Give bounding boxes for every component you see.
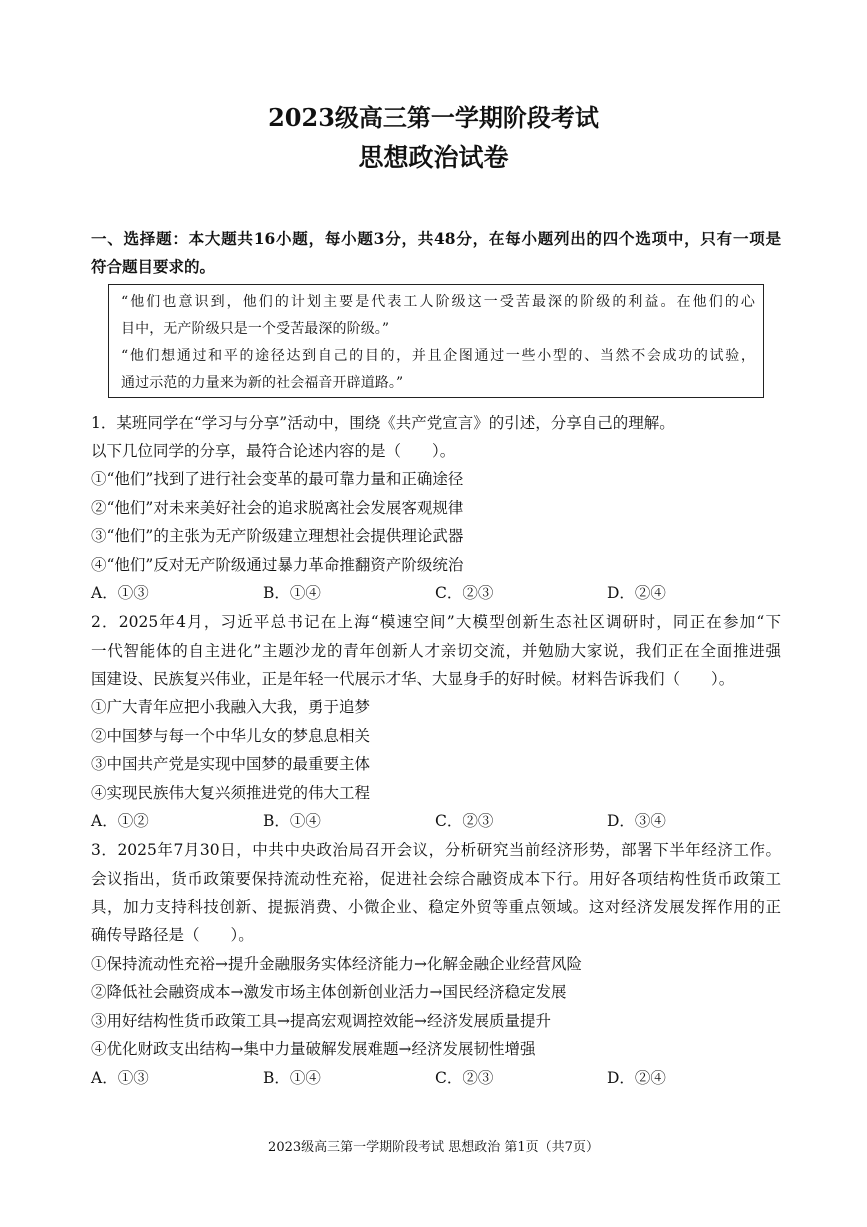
q2-option-b[interactable]: B．①④ — [263, 812, 321, 830]
q3-stem-line1: 3．2025年7月30日，中共中央政治局召开会议，分析研究当前经济形势，部署下半年经济工作。 — [91, 841, 781, 859]
quote-p1-line1: “他们也意识到，他们的计划主要是代表工人阶级这一受苦最深的阶级的利益。在他们的心 — [121, 294, 755, 310]
q2-stem-line1: 2．2025年4月，习近平总书记在上海“模速空间”大模型创新生态社区调研时，同正在参加“下 — [91, 613, 781, 631]
section-heading-line1: 一、选择题：本大题共16小题，每小题3分，共48分，在每小题列出的四个选项中，只有一项是 — [91, 229, 781, 248]
quote-box — [108, 284, 764, 398]
q3-option-a[interactable]: A．①③ — [91, 1069, 149, 1087]
quote-p1-line2: 目中，无产阶级只是一个受苦最深的阶级。” — [121, 321, 390, 337]
q3-item-3: ③用好结构性货币政策工具→提高宏观调控效能→经济发展质量提升 — [91, 1012, 551, 1030]
q3-item-1: ①保持流动性充裕→提升金融服务实体经济能力→化解金融企业经营风险 — [91, 955, 582, 973]
page-footer: 2023级高三第一学期阶段考试 思想政治 第1页（共7页） — [268, 1140, 599, 1155]
section-heading — [91, 225, 781, 281]
q3-option-d[interactable]: D．②④ — [607, 1069, 666, 1087]
q3-option-b[interactable]: B．①④ — [263, 1069, 321, 1087]
q1-option-c[interactable]: C．②③ — [435, 584, 494, 602]
q2-item-3: ③中国共产党是实现中国梦的最重要主体 — [91, 755, 371, 773]
q1-stem-line2: 以下几位同学的分享，最符合论述内容的是（ ）。 — [91, 442, 456, 460]
q1-option-b[interactable]: B．①④ — [263, 584, 321, 602]
q2-option-c[interactable]: C．②③ — [435, 812, 494, 830]
q1-option-d[interactable]: D．②④ — [607, 584, 666, 602]
q2-stem-line3: 国建设、民族复兴伟业，正是年轻一代展示才华、大显身手的好时候。材料告诉我们（ ）。 — [91, 670, 735, 688]
q1-option-a[interactable]: A．①③ — [91, 584, 149, 602]
q1-stem-line1: 1．某班同学在“学习与分享”活动中，围绕《共产党宣言》的引述，分享自己的理解。 — [91, 414, 675, 432]
q3-stem-line4: 确传导路径是（ ）。 — [91, 926, 254, 944]
q2-stem-line2: 一代智能体的自主进化”主题沙龙的青年创新人才亲切交流，并勉励大家说，我们正在全面推进强 — [91, 642, 781, 660]
q3-item-2: ②降低社会融资成本→激发市场主体创新创业活力→国民经济稳定发展 — [91, 983, 567, 1001]
q1-item-2: ②“他们”对未来美好社会的追求脱离社会发展客观规律 — [91, 499, 464, 517]
q1-item-4: ④“他们”反对无产阶级通过暴力革命推翻资产阶级统治 — [91, 556, 464, 574]
q3-stem-line3: 具，加力支持科技创新、提振消费、小微企业、稳定外贸等重点领域。这对经济发展发挥作用的正 — [91, 898, 781, 916]
exam-title: 2023级高三第一学期阶段考试 — [268, 103, 599, 132]
q3-option-c[interactable]: C．②③ — [435, 1069, 494, 1087]
q2-option-a[interactable]: A．①② — [91, 812, 149, 830]
exam-subject-title: 思想政治试卷 — [358, 143, 509, 172]
quote-p2-line1: “他们想通过和平的途径达到自己的目的，并且企图通过一些小型的、当然不会成功的试验， — [121, 348, 755, 364]
quote-p2-line2: 通过示范的力量来为新的社会福音开辟道路。” — [121, 375, 404, 391]
section-heading-line2: 符合题目要求的。 — [91, 257, 216, 276]
q2-option-d[interactable]: D．③④ — [607, 812, 666, 830]
q3-item-4: ④优化财政支出结构→集中力量破解发展难题→经济发展韧性增强 — [91, 1040, 536, 1058]
q1-item-1: ①“他们”找到了进行社会变革的最可靠力量和正确途径 — [91, 470, 464, 488]
q3-stem-line2: 会议指出，货币政策要保持流动性充裕，促进社会综合融资成本下行。用好各项结构性货币政策工 — [91, 870, 781, 888]
q1-item-3: ③“他们”的主张为无产阶级建立理想社会提供理论武器 — [91, 527, 464, 545]
q2-item-4: ④实现民族伟大复兴须推进党的伟大工程 — [91, 784, 371, 802]
q2-item-2: ②中国梦与每一个中华儿女的梦息息相关 — [91, 727, 371, 745]
q2-item-1: ①广大青年应把小我融入大我，勇于追梦 — [91, 698, 371, 716]
